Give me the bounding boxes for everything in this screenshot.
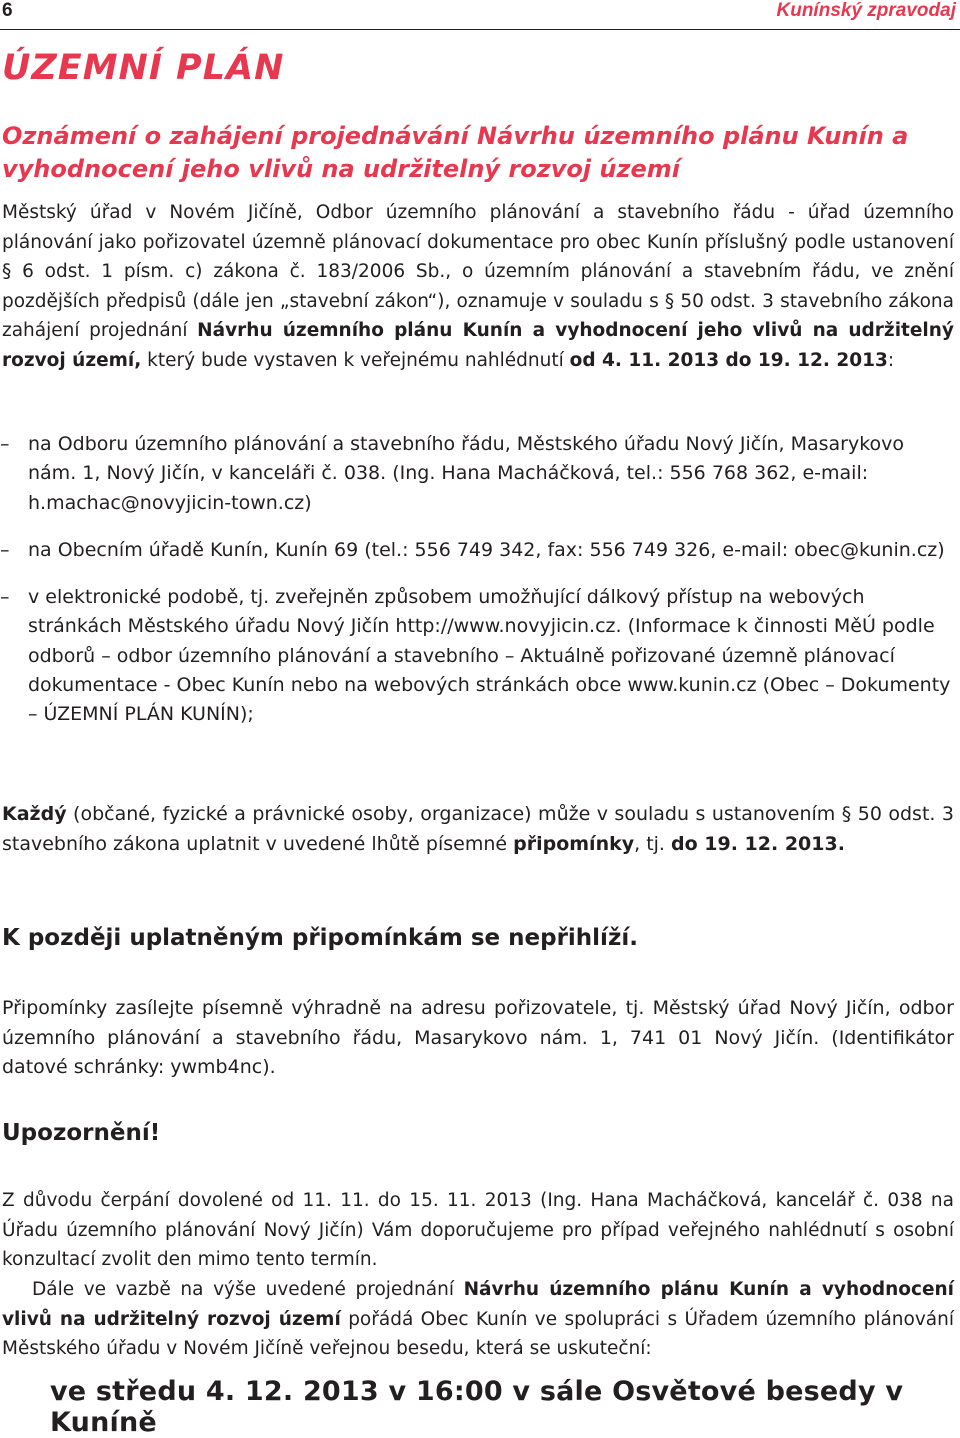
dale-text-1: Dále ve vazbě na výše uvedené projednání xyxy=(32,1279,464,1300)
send-instructions-paragraph: Připomínky zasílejte písemně výhradně na adresu pořizovatele, tj. Městský úřad Nový Jičín, odbor územního plánování a stavebního řádu, Masarykovo nám. 1, 741 01 Nový Jičín. (Identifikátor datové schránky: ywmb4nc). xyxy=(2,997,954,1078)
intro-text-1: Městský úřad v Novém Jičíně, Odbor územního plánování a stavebního řádu - úřad územního plánování jako pořizovatel územně plánovací dokumentace pro obec Kunín příslušný podle ustanovení § 6 odst. 1 písm. c) zákona č. 183/2006 Sb., o územním plánování a stavebním řádu, ve znění pozdějších předpisů (dále jen „stavební zákon“), oznamuje v souladu s § 50 odst. 3 stavebního zákona zahájení projednání xyxy=(2,202,954,341)
intro-text-2: který bude vystaven k veřejnému nahlédnutí xyxy=(141,349,570,371)
exhibition-locations-list xyxy=(0,430,952,748)
kazdy-text-1: (občané, fyzické a právnické osoby, organizace) může v souladu s ustanovením § 50 odst. 3 stavebního zákona uplatnit v uvedené lhůtě písemné xyxy=(2,803,954,855)
late-comments-warning: K později uplatněným připomínkám se nepřihlíží. xyxy=(2,925,638,951)
public-meeting-paragraph xyxy=(2,1275,954,1364)
deadline-bold: do 19. 12. 2013. xyxy=(671,832,845,855)
intro-bold-dates: od 4. 11. 2013 do 19. 12. 2013 xyxy=(569,349,888,371)
notice-heading: Upozornění! xyxy=(2,1120,161,1146)
kazdy-bold: Každý xyxy=(2,803,67,825)
intro-paragraph xyxy=(2,198,954,375)
list-dash: – xyxy=(0,538,10,561)
intro-text-3: : xyxy=(887,349,895,371)
event-announcement: ve středu 4. 12. 2013 v 16:00 v sále Osvětové besedy v Kuníně xyxy=(50,1376,904,1438)
publication-name: Kunínský zpravodaj xyxy=(776,0,956,21)
list-item xyxy=(0,430,952,518)
section-title: ÚZEMNÍ PLÁN xyxy=(2,48,285,88)
intro-bold-plan-name: Návrhu územního plánu Kunín a vyhodnocení jeho vlivů na udržitelný rozvoj území, xyxy=(2,320,954,371)
comments-paragraph xyxy=(2,800,954,859)
kazdy-text-2: , tj. xyxy=(634,832,672,855)
list-item-text: na Obecním úřadě Kunín, Kunín 69 (tel.: 556 749 342, fax: 556 749 326, e-mail: obec@kunin.cz) xyxy=(28,538,945,561)
vacation-paragraph: Z důvodu čerpání dovolené od 11. 11. do 15. 11. 2013 (Ing. Hana Macháčková, kancelář č. 038 na Úřadu územního plánování Nový Jičín) Vám doporučujeme pro případ veřejného nahlédnutí s osobní konzultací zvolit den mimo tento termín. xyxy=(2,1190,954,1270)
dale-bold: Návrhu územního plánu Kunín a vyhodnocení vlivů na udržitelný rozvoj území xyxy=(2,1279,954,1330)
header-rule xyxy=(0,29,960,30)
list-item-text: v elektronické podobě, tj. zveřejněn způsobem umožňující dálkový přístup na webových stránkách Městského úřadu Nový Jičín http://www.novyjicin.cz. (Informace k činnosti MěÚ podle odborů – odbor územního plánování a stavebního – Aktuálně pořizované územně plánovací dokumentace - Obec Kunín nebo na webových stránkách obce www.kunin.cz (Obec – Dokumenty – ÚZEMNÍ PLÁN KUNÍN); xyxy=(28,586,951,726)
list-item-text: na Odboru územního plánování a stavebního řádu, Městského úřadu Nový Jičín, Masarykovo nám. 1, Nový Jičín, v kanceláři č. 038. (Ing. Hana Macháčková, tel.: 556 768 362, e-mail: h.machac@novyjicin-town.cz) xyxy=(28,433,905,514)
page-number: 6 xyxy=(2,0,13,21)
pripominky-bold: připomínky xyxy=(513,832,635,855)
list-dash: – xyxy=(0,433,10,455)
dale-text-2: pořádá Obec Kunín ve spolupráci s Úřadem územního plánování Městského úřadu v Novém Jičíně veřejnou besedu, která se uskuteční: xyxy=(2,1308,955,1359)
list-item xyxy=(0,536,952,565)
list-item xyxy=(0,583,952,729)
list-dash: – xyxy=(0,586,10,609)
article-heading: Oznámení o zahájení projednávání Návrhu územního plánu Kunín a vyhodnocení jeho vlivů na udržitelný rozvoj území xyxy=(2,122,909,183)
